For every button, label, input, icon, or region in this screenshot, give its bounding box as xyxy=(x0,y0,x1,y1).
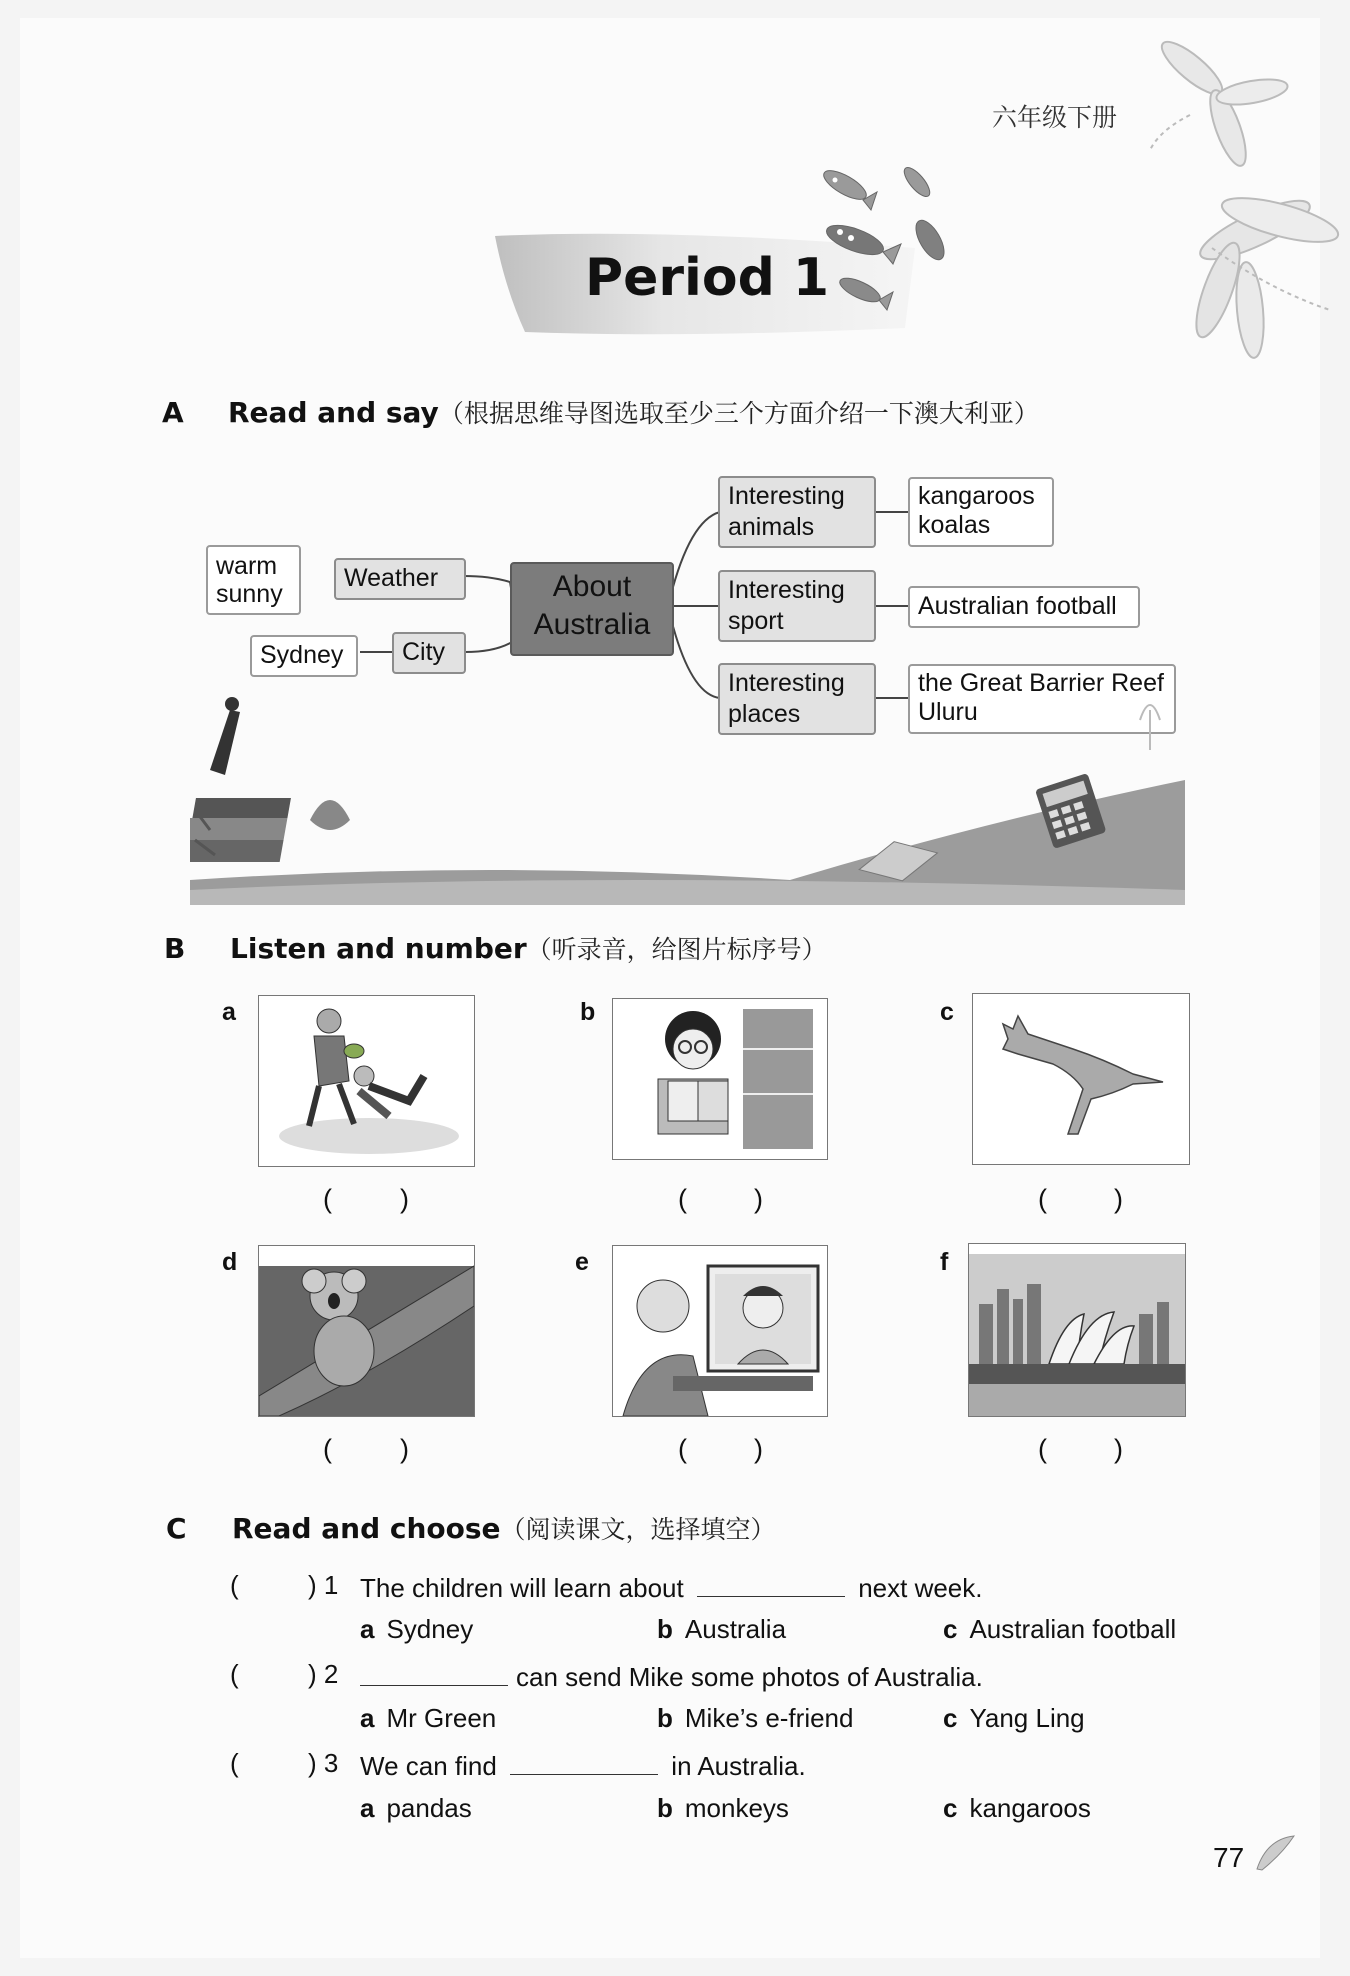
animals-label-2: animals xyxy=(728,513,815,541)
q2-option-a[interactable]: a Mr Green xyxy=(360,1703,497,1733)
dragonfly-decoration-icon xyxy=(1130,20,1340,360)
answer-e-open: ( xyxy=(678,1434,687,1464)
page-title: Period 1 xyxy=(585,248,830,308)
q3-text-before: We can find xyxy=(360,1751,497,1781)
answer-b-close: ) xyxy=(754,1184,763,1214)
animals-label-1: Interesting xyxy=(728,482,845,510)
weather-detail-box xyxy=(206,545,301,615)
city-detail-box xyxy=(250,635,358,677)
sport-detail-box xyxy=(908,586,1140,628)
q3-option-a[interactable]: a pandas xyxy=(360,1793,472,1823)
q3-text-after: in Australia. xyxy=(671,1751,806,1781)
sport-label-1: Interesting xyxy=(728,576,845,604)
animals-detail-1: kangaroos xyxy=(918,482,1035,510)
q2-blank[interactable] xyxy=(360,1659,508,1686)
center-line-1: About xyxy=(552,570,632,603)
q2-sentence xyxy=(360,1659,983,1693)
picture-a xyxy=(258,995,475,1167)
answer-c-close: ) xyxy=(1114,1184,1123,1214)
picture-d xyxy=(258,1245,475,1417)
section-c-title: Read and choose xyxy=(232,1512,501,1545)
animals-node xyxy=(718,476,876,548)
q3-option-c[interactable]: c kangaroos xyxy=(943,1793,1091,1823)
picture-b-label: b xyxy=(580,998,596,1026)
answer-d-open: ( xyxy=(323,1434,332,1464)
page-number: 77 xyxy=(1213,1842,1245,1873)
answer-f-open: ( xyxy=(1038,1434,1047,1464)
girl-reading-icon xyxy=(613,999,827,1159)
q2-paren-open: ( xyxy=(230,1659,239,1689)
picture-d-label: d xyxy=(222,1248,238,1276)
q1-option-a[interactable]: a Sydney xyxy=(360,1614,474,1644)
section-a-note: （根据思维导图选取至少三个方面介绍一下澳大利亚） xyxy=(438,400,1039,428)
picture-f xyxy=(968,1243,1186,1417)
q2-text-after: can send Mike some photos of Australia. xyxy=(516,1662,983,1692)
weather-node xyxy=(334,558,466,600)
picture-b xyxy=(612,998,828,1160)
q2-option-b[interactable]: b Mike’s e-friend xyxy=(657,1703,854,1733)
picture-f-label: f xyxy=(940,1248,949,1276)
koala-icon xyxy=(259,1246,474,1416)
places-detail-1: the Great Barrier Reef xyxy=(918,669,1164,697)
q1-blank[interactable] xyxy=(697,1570,845,1597)
answer-d-close: ) xyxy=(400,1434,409,1464)
answer-c-open: ( xyxy=(1038,1184,1047,1214)
section-c-note: （阅读课文，选择填空） xyxy=(500,1516,776,1544)
city-detail-sydney: Sydney xyxy=(260,641,344,669)
q1-paren-open: ( xyxy=(230,1570,239,1600)
sydney-opera-house-icon xyxy=(969,1244,1185,1416)
q3-blank[interactable] xyxy=(510,1748,658,1775)
section-a-title: Read and say xyxy=(228,396,439,429)
places-detail-2: Uluru xyxy=(918,698,978,726)
q3-sentence xyxy=(360,1748,806,1782)
answer-f-close: ) xyxy=(1114,1434,1123,1464)
picture-e xyxy=(612,1245,828,1417)
city-label: City xyxy=(402,638,446,666)
weather-label: Weather xyxy=(344,564,439,592)
sport-detail-1: Australian football xyxy=(918,592,1117,620)
football-players-icon xyxy=(259,996,474,1166)
leaf-corner-icon xyxy=(1252,1834,1297,1874)
weather-detail-warm: warm xyxy=(216,552,278,580)
sport-label-2: sport xyxy=(728,607,784,635)
q1-text-before: The children will learn about xyxy=(360,1573,684,1603)
animals-detail-2: koalas xyxy=(918,511,991,539)
sport-node xyxy=(718,570,876,642)
q1-number: ) 1 xyxy=(308,1570,339,1600)
center-node xyxy=(510,562,674,656)
weather-detail-sunny: sunny xyxy=(216,580,283,608)
animals-detail-box xyxy=(908,477,1054,547)
person-on-ladder-icon xyxy=(210,710,240,775)
leaf-icon xyxy=(310,800,350,830)
section-a-heading xyxy=(228,394,1039,430)
q1-option-c[interactable]: c Australian football xyxy=(943,1614,1177,1644)
q1-option-b[interactable]: b Australia xyxy=(657,1614,787,1644)
places-label-1: Interesting xyxy=(728,669,845,697)
answer-a-open: ( xyxy=(323,1184,332,1214)
fish-decoration-icon xyxy=(805,160,985,320)
section-c-heading xyxy=(232,1510,776,1546)
answer-b-open: ( xyxy=(678,1184,687,1214)
picture-c xyxy=(972,993,1190,1165)
places-label-2: places xyxy=(728,700,801,728)
answer-a-close: ) xyxy=(400,1184,409,1214)
picture-a-label: a xyxy=(222,998,236,1026)
grade-label: 六年级下册 xyxy=(992,104,1118,132)
q3-paren-open: ( xyxy=(230,1748,239,1778)
answer-e-close: ) xyxy=(754,1434,763,1464)
section-b-note: （听录音，给图片标序号） xyxy=(526,936,827,964)
kangaroo-icon xyxy=(973,994,1189,1164)
video-call-icon xyxy=(613,1246,827,1416)
picture-e-label: e xyxy=(575,1248,589,1276)
q2-number: ) 2 xyxy=(308,1659,339,1689)
books-stack-icon xyxy=(190,798,291,862)
city-node xyxy=(392,632,466,674)
q1-sentence xyxy=(360,1570,983,1604)
q2-option-c[interactable]: c Yang Ling xyxy=(943,1703,1085,1733)
section-c-letter: C xyxy=(166,1512,187,1545)
mindmap-illustration xyxy=(190,690,1190,905)
section-a-letter: A xyxy=(162,396,184,429)
section-b-heading xyxy=(230,930,827,966)
q3-number: ) 3 xyxy=(308,1748,339,1778)
section-b-title: Listen and number xyxy=(230,932,527,965)
q3-option-b[interactable]: b monkeys xyxy=(657,1793,789,1823)
q1-text-after: next week. xyxy=(858,1573,983,1603)
picture-c-label: c xyxy=(940,998,954,1026)
section-b-letter: B xyxy=(164,932,186,965)
center-line-2: Australia xyxy=(533,608,651,641)
